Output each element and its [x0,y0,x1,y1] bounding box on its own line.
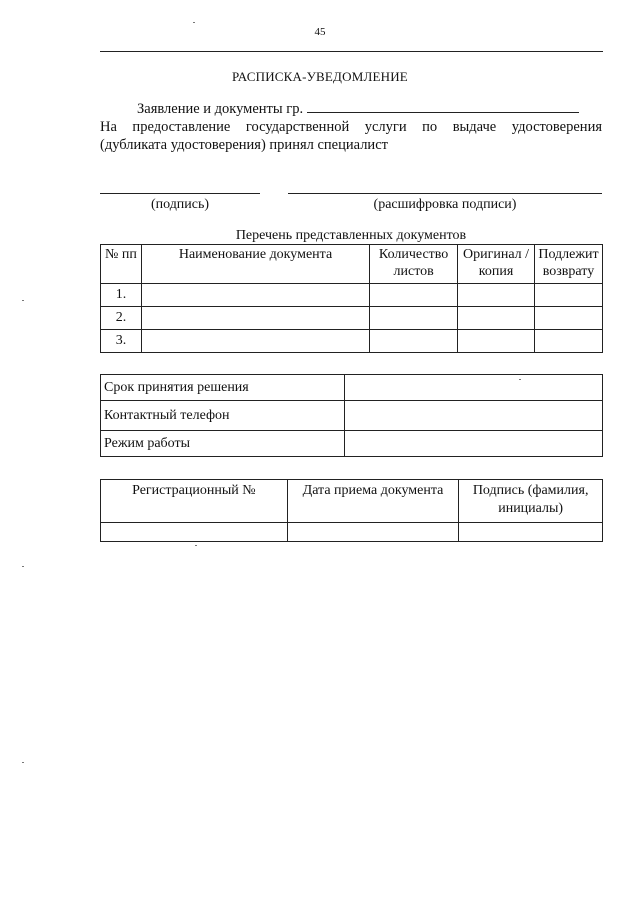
cell-doc-name [141,330,369,353]
documents-list-title: Перечень представленных документов [235,228,467,243]
documents-table [100,244,603,353]
header-original-copy: Оригинал /копия [458,245,535,284]
cell-sheets [370,284,458,307]
cell-doc-name [141,307,369,330]
applicant-label: Заявление и документы гр. [137,101,304,117]
table-row [101,401,603,431]
row-number: 1. [101,284,142,307]
cell-original-copy [458,307,535,330]
contact-phone-label: Контактный телефон [101,401,345,431]
table-row [101,284,603,307]
decision-term-label: Срок принятия решения [101,375,345,401]
signature-decode-caption: (расшифровка подписи) [373,197,517,212]
table-row [101,375,603,401]
body-text [100,118,602,154]
scan-speck [22,762,24,763]
work-hours-value [344,431,602,457]
cell-reg-number [101,523,288,542]
documents-table-header [101,245,603,284]
work-hours-label: Режим работы [101,431,345,457]
table-row [101,431,603,457]
signature-line [100,193,260,194]
registration-table-header [101,480,603,523]
scan-speck [195,545,197,546]
table-row [101,330,603,353]
row-number: 3. [101,330,142,353]
cell-to-return [535,330,603,353]
cell-sheets [370,330,458,353]
header-to-return: Подлежит возврату [535,245,603,284]
cell-sheets [370,307,458,330]
body-line-2: (дубликата удостоверения) принял специалист [100,137,388,153]
cell-signature [459,523,603,542]
header-num: № пп [101,245,142,284]
applicant-name-blank [307,99,579,113]
scan-speck [22,300,24,301]
scan-speck [193,22,195,23]
cell-original-copy [458,284,535,307]
cell-doc-name [141,284,369,307]
applicant-line [137,99,579,118]
header-sheets: Количество листов [370,245,458,284]
body-line-1: На предоставление государственной услуги по выдаче удостоверения [100,119,602,135]
signature-decode-line [288,193,602,194]
header-reg-number: Регистрационный № [101,480,288,523]
cell-original-copy [458,330,535,353]
row-number: 2. [101,307,142,330]
header-signature: Подпись (фамилия, инициалы) [459,480,603,523]
table-row [101,307,603,330]
info-table [100,374,603,457]
cell-to-return [535,284,603,307]
header-receipt-date: Дата приема документа [287,480,459,523]
registration-table [100,479,603,542]
signature-caption: (подпись) [150,197,210,212]
decision-term-value [344,375,602,401]
cell-to-return [535,307,603,330]
page-number: 45 [314,26,326,38]
document-title: РАСПИСКА-УВЕДОМЛЕНИЕ [232,69,408,84]
table-row [101,523,603,542]
cell-receipt-date [287,523,459,542]
scan-speck [22,566,24,567]
contact-phone-value [344,401,602,431]
header-rule [100,51,603,52]
scan-speck [519,379,521,380]
header-doc-name: Наименование документа [141,245,369,284]
